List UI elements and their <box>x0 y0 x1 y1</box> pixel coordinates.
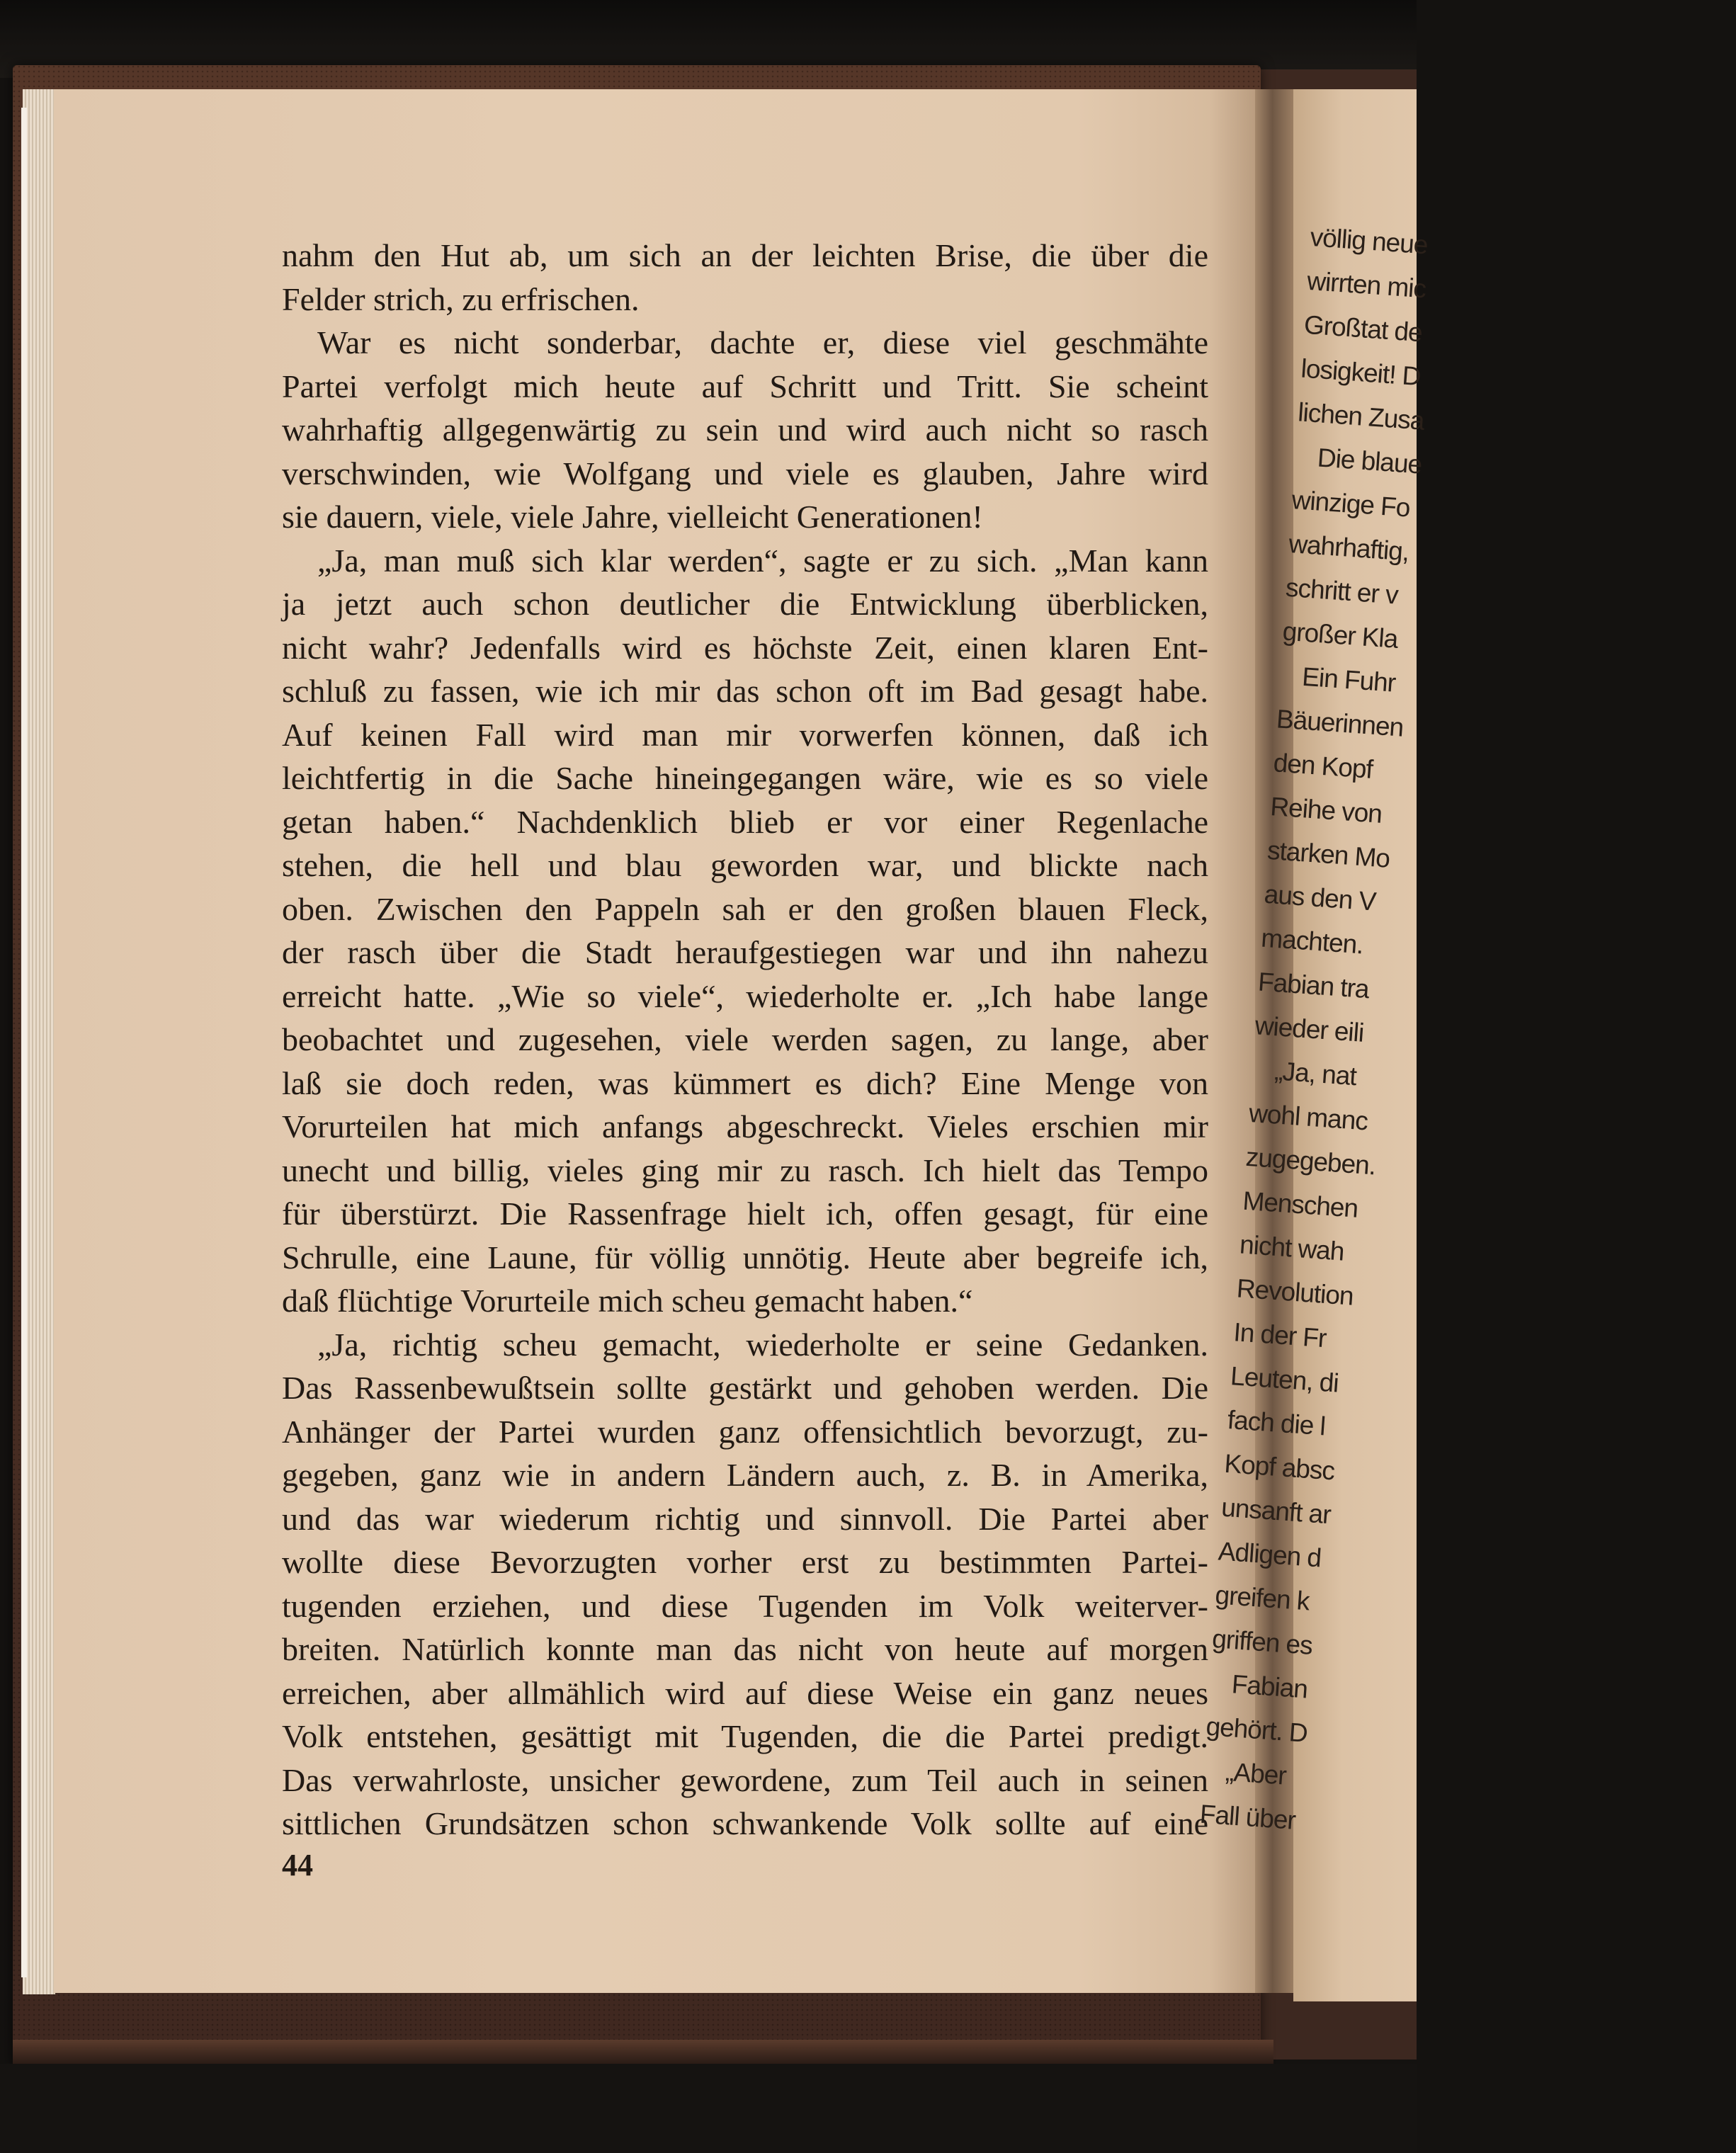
text-line: stehen, die hell und blau geworden war, und blickte nach <box>282 847 1208 883</box>
right-page-line: wohl manc <box>1247 1098 1369 1136</box>
right-page-line: unsanft ar <box>1220 1492 1332 1530</box>
text-line: Partei verfolgt mich heute auf Schritt und Tritt. Sie scheint <box>282 368 1208 404</box>
text-line: Schrulle, eine Laune, für völlig unnötig. Heute aber begreife ich, <box>282 1239 1208 1276</box>
text-line: Felder strich, zu erfrischen. <box>282 280 640 317</box>
right-page-line: aus den V <box>1263 879 1377 916</box>
text-line: sittlichen Grundsätzen schon schwankende Volk sollte auf eine <box>282 1805 1208 1841</box>
text-line: Das Rassenbewußtsein sollte gestärkt und gehoben werden. Die <box>282 1370 1208 1406</box>
text-line: wahrhaftig allgegenwärtig zu sein und wird auch nicht so rasch <box>282 411 1208 448</box>
right-page-line: fach die l <box>1226 1404 1327 1441</box>
right-page-line: Adligen d <box>1217 1536 1322 1573</box>
text-line: verschwinden, wie Wolfgang und viele es glauben, Jahre wird <box>282 455 1208 492</box>
right-page <box>1198 89 1429 2001</box>
text-line: unecht und billig, vieles ging mir zu rasch. Ich hielt das Tempo <box>282 1152 1208 1188</box>
right-page-line: Fall über <box>1198 1799 1297 1835</box>
page-edge-highlight <box>21 108 27 1977</box>
text-line: „Ja, man muß sich klar werden“, sagte er zu sich. „Man kann <box>317 542 1208 579</box>
text-line: getan haben.“ Nachdenklich blieb er vor einer Regenlache <box>282 803 1208 840</box>
text-line: wollte diese Bevorzugten vorher erst zu bestimmten Partei- <box>282 1544 1208 1580</box>
right-page-line: griffen es <box>1211 1624 1314 1660</box>
text-line: Das verwahrloste, unsicher gewordene, zum Teil auch in seinen <box>282 1761 1208 1798</box>
text-line: erreichen, aber allmählich wird auf diese Weise ein ganz neues <box>282 1674 1208 1711</box>
right-page-line: großer Kla <box>1281 616 1399 654</box>
text-line: War es nicht sonderbar, dachte er, diese viel geschmähte <box>317 324 1208 360</box>
right-page-line: winzige Fo <box>1290 485 1411 523</box>
text-line: erreicht hatte. „Wie so viele“, wiederholte er. „Ich habe lange <box>282 977 1208 1014</box>
right-page-line: wahrhaftig, <box>1288 528 1410 567</box>
text-line: nicht wahr? Jedenfalls wird es höchste Zeit, einen klaren Ent- <box>282 629 1208 666</box>
right-page-line: greifen k <box>1214 1580 1310 1616</box>
text-line: gegeben, ganz wie in andern Ländern auch, z. B. in Amerika, <box>282 1457 1208 1493</box>
right-page-line: Reihe von <box>1269 792 1383 829</box>
right-page-line: schritt er v <box>1284 572 1399 610</box>
right-page-line: In der Fr <box>1232 1317 1327 1353</box>
right-page-line: völlig neue <box>1309 222 1429 260</box>
right-page-line: Fabian <box>1230 1669 1309 1704</box>
right-page-line: „Ja, nat <box>1273 1056 1358 1091</box>
right-page-line: zugegeben. <box>1244 1142 1377 1181</box>
page-number: 44 <box>282 1848 313 1882</box>
right-page-line: lichen Zusa <box>1297 397 1425 436</box>
right-page-line: Ein Fuhr <box>1301 661 1397 698</box>
right-page-line: wirrten mic <box>1306 266 1427 304</box>
right-page-line: wieder eili <box>1254 1011 1365 1047</box>
text-line: ja jetzt auch schon deutlicher die Entwicklung überblicken, <box>282 586 1208 622</box>
text-line: leichtfertig in die Sache hineingegangen wäre, wie es so viele <box>282 760 1208 796</box>
text-line: nahm den Hut ab, um sich an der leichten Brise, die über die <box>282 237 1208 273</box>
text-line: Volk entstehen, gesättigt mit Tugenden, die die Partei predigt. <box>282 1718 1208 1754</box>
text-line: tugenden erziehen, und diese Tugenden im Volk weiterver- <box>282 1587 1208 1624</box>
right-page-line: nicht wah <box>1238 1229 1345 1266</box>
right-page-line: Leuten, di <box>1229 1361 1340 1398</box>
text-line: Auf keinen Fall wird man mir vorwerfen können, daß ich <box>282 716 1208 753</box>
text-line: und das war wiederum richtig und sinnvoll. Die Partei aber <box>282 1500 1208 1537</box>
text-line: Vorurteilen hat mich anfangs abgeschreckt. Vieles erschien mir <box>282 1108 1208 1144</box>
text-line: der rasch über die Stadt heraufgestiegen war und ihn nahezu <box>282 934 1208 970</box>
right-page-line: starken Mo <box>1266 835 1391 873</box>
text-line: schluß zu fassen, wie ich mir das schon oft im Bad gesagt habe. <box>282 673 1208 709</box>
right-page-line: „Aber <box>1224 1756 1288 1790</box>
text-line: daß flüchtige Vorurteile mich scheu gemacht haben.“ <box>282 1283 973 1319</box>
right-page-line: Kopf absc <box>1223 1448 1336 1486</box>
right-page-line: Großtat de <box>1303 309 1424 348</box>
text-line: oben. Zwischen den Pappeln sah er den großen blauen Fleck, <box>282 890 1208 927</box>
right-page-line: gehört. D <box>1205 1711 1309 1748</box>
text-line: Anhänger der Partei wurden ganz offensichtlich bevorzugt, zu- <box>282 1413 1208 1450</box>
text-line: breiten. Natürlich konnte man das nicht von heute auf morgen <box>282 1631 1208 1667</box>
right-page-line: Revolution <box>1235 1273 1354 1311</box>
text-line: für überstürzt. Die Rassenfrage hielt ich, offen gesagt, für eine <box>282 1195 1208 1232</box>
left-page-text-block <box>282 234 1208 1846</box>
right-page-line: losigkeit! D <box>1300 353 1422 392</box>
text-line: „Ja, richtig scheu gemacht, wiederholte er seine Gedanken. <box>317 1326 1208 1363</box>
right-page-line: machten. <box>1260 923 1364 960</box>
book-cover-bottom-edge <box>13 2040 1273 2064</box>
right-page-line: Menschen <box>1242 1186 1359 1223</box>
text-line: laß sie doch reden, was kümmert es dich? Eine Menge von <box>282 1064 1208 1101</box>
text-line: beobachtet und zugesehen, viele werden sagen, zu lange, aber <box>282 1021 1208 1057</box>
right-page-line: Fabian tra <box>1256 967 1370 1004</box>
dark-background-bottom <box>0 2064 1417 2153</box>
right-page-line: den Kopf <box>1272 748 1374 784</box>
right-page-line: Bäuerinnen <box>1275 704 1405 742</box>
text-line: sie dauern, viele, viele Jahre, vielleicht Generationen! <box>282 499 983 535</box>
page-block-edges <box>23 89 55 1994</box>
right-page-line: Die blaue <box>1316 443 1423 479</box>
